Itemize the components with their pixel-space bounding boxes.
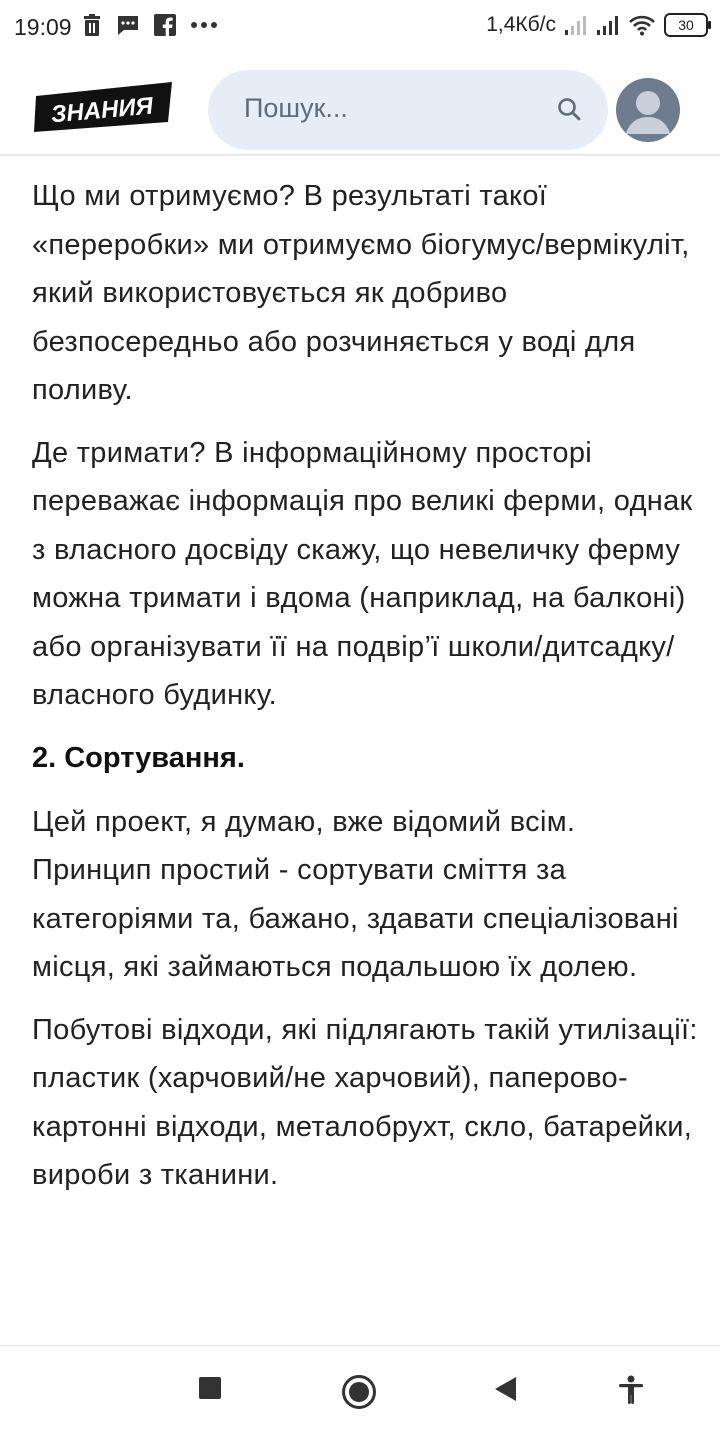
facebook-icon — [154, 14, 176, 36]
trash-icon — [82, 14, 102, 36]
signal-weak-icon — [564, 14, 588, 36]
system-nav-bar — [0, 1345, 720, 1441]
user-avatar[interactable] — [616, 78, 680, 142]
status-bar — [0, 0, 720, 56]
more-dots-icon — [190, 21, 218, 29]
paragraph: Побутові відходи, які підлягають такій утилізації: пластик (харчовий/не харчовий), паперово-картонні відходи, металобрухт, скло, батарейки, вироби з тканини. — [32, 1013, 698, 1191]
logo-text: ЗНАНИЯ — [49, 92, 155, 129]
circle-home-icon[interactable] — [341, 1374, 377, 1410]
battery-icon: 30 — [664, 13, 708, 37]
article-content — [32, 130, 698, 1214]
paragraph: Де тримати? В інформаційному просторі переважає інформація про великі ферми, однак з власного досвіду скажу, що невеличку ферму можна тримати і вдома (наприклад, на балконі) або організувати її на подвір’ї школи/дитсадку/власного будинку. — [32, 436, 693, 711]
paragraph: Що ми отримуємо? В результаті такої «переробки» ми отримуємо біогумус/вермікуліт, який використовується як добриво безпосередньо або розчиняється у воді для поливу. — [32, 180, 690, 406]
triangle-back-icon[interactable] — [494, 1376, 518, 1402]
search-placeholder: Пошук... — [244, 93, 348, 123]
chat-icon — [116, 14, 140, 36]
network-speed: 1,4Кб/с — [486, 13, 556, 36]
znania-logo[interactable] — [34, 82, 174, 132]
search-icon[interactable] — [556, 96, 582, 122]
section-heading: 2. Сортування. — [32, 741, 245, 774]
search-input[interactable] — [208, 70, 608, 150]
paragraph: Цей проект, я думаю, вже відомий всім. Принцип простий - сортувати сміття за категоріями та, бажано, здавати спеціалізовані місця, які займаються подальшою їх долею. — [32, 805, 679, 983]
square-recents-icon[interactable] — [198, 1376, 222, 1400]
wifi-icon — [628, 14, 656, 36]
status-time: 19:09 — [14, 14, 72, 40]
site-header — [0, 56, 720, 156]
signal-icon — [596, 14, 620, 36]
status-right — [486, 13, 708, 37]
accessibility-icon[interactable] — [618, 1375, 644, 1405]
notification-icons — [82, 14, 218, 36]
user-icon — [616, 78, 680, 142]
